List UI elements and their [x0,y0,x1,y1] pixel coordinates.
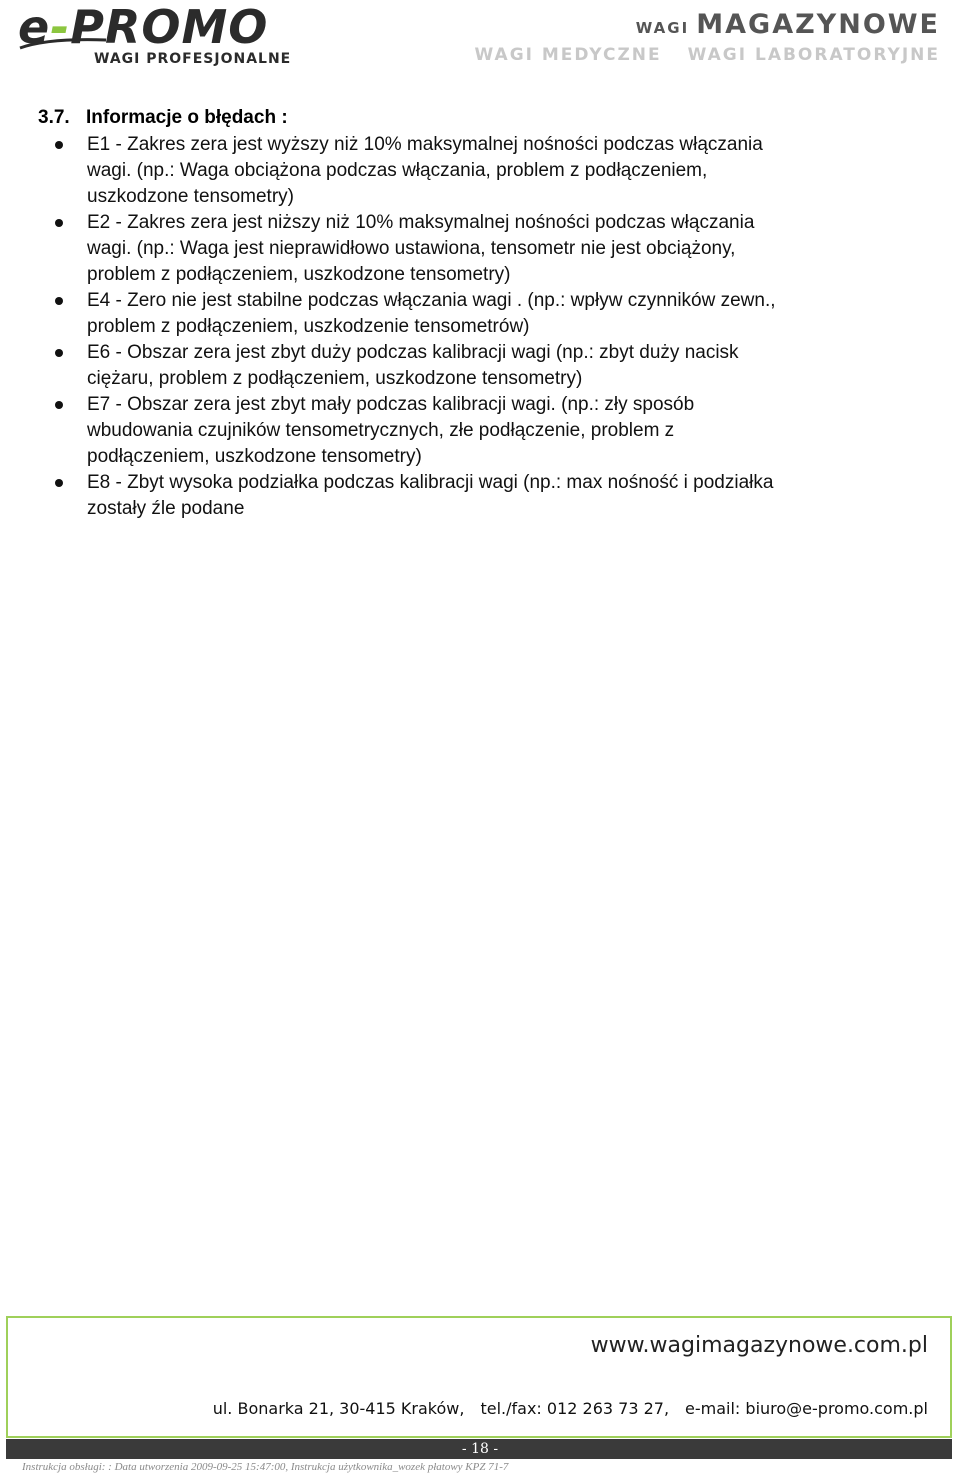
bullet-icon [55,297,63,305]
document-info: Instrukcja obsługi: : Data utworzenia 2009-09-25 15:47:00, Instrukcja użytkownika_wozek płatowy KPZ 71-7 [22,1461,509,1473]
section-number: 3.7. [38,107,70,128]
tagline-small: WAGI [635,19,690,37]
list-item-line: wagi. (np.: Waga jest nieprawidłowo ustawiona, tensometr nie jest obciążony, [87,238,736,259]
tagline-top [636,10,940,43]
tagline-medyczne: WAGI MEDYCZNE [474,45,662,65]
list-item [53,132,913,210]
bullet-icon [55,401,63,409]
list-item-line: zostały źle podane [87,498,245,519]
list-item [53,340,913,392]
list-item-line: E8 - Zbyt wysoka podziałka podczas kalibracji wagi (np.: max nośność i podziałka [87,472,774,493]
list-item [53,288,913,340]
bullet-icon [55,219,63,227]
error-list [53,132,913,522]
section-title: Informacje o błędach : [86,107,288,128]
footer-website-link[interactable]: www.wagimagazynowe.com.pl [590,1333,928,1358]
list-item-line: ciężaru, problem z podłączeniem, uszkodzone tensometry) [87,368,583,389]
logo-e: e [18,0,51,54]
list-item-line: wagi. (np.: Waga obciążona podczas włączania, problem z podłączeniem, [87,160,708,181]
tagline-large: MAGAZYNOWE [696,9,940,40]
list-item-line: E4 - Zero nie jest stabilne podczas włączania wagi . (np.: wpływ czynników zewn., [87,290,776,311]
list-item-line: E6 - Obszar zera jest zbyt duży podczas kalibracji wagi (np.: zbyt duży nacisk [87,342,739,363]
section-heading [38,106,288,130]
tagline-laboratoryjne: WAGI LABORATORYJNE [687,45,940,65]
bullet-icon [55,141,63,149]
footer-email[interactable]: e-mail: biuro@e-promo.com.pl [685,1399,928,1418]
bullet-icon [55,349,63,357]
list-item [53,470,913,522]
list-item [53,392,913,470]
logo-promo: PROMO [70,0,269,54]
footer-address: ul. Bonarka 21, 30-415 Kraków, [212,1399,465,1418]
logo-dash: - [50,0,71,54]
list-item-line: wbudowania czujników tensometrycznych, złe podłączenie, problem z [87,420,675,441]
footer-phone: tel./fax: 012 263 73 27, [480,1399,670,1418]
bullet-icon [55,479,63,487]
list-item-line: E1 - Zakres zera jest wyższy niż 10% maksymalnej nośności podczas włączania [87,134,763,155]
list-item [53,210,913,288]
list-item-line: problem z podłączeniem, uszkodzone tensometry) [87,264,511,285]
page-number: - 18 - [461,1441,499,1457]
page-header [0,0,960,75]
list-item-line: uszkodzone tensometry) [87,186,294,207]
e-promo-logo [18,0,318,68]
tagline-bottom [475,44,940,66]
list-item-line: podłączeniem, uszkodzone tensometry) [87,446,422,467]
list-item-line: E7 - Obszar zera jest zbyt mały podczas kalibracji wagi. (np.: zły sposób [87,394,695,415]
logo-wordmark [18,0,269,54]
logo-subtitle: WAGI PROFESJONALNE [94,51,292,67]
list-item-line: problem z podłączeniem, uszkodzenie tensometrów) [87,316,530,337]
list-item-line: E2 - Zakres zera jest niższy niż 10% maksymalnej nośności podczas włączania [87,212,755,233]
footer-contact [213,1398,928,1420]
